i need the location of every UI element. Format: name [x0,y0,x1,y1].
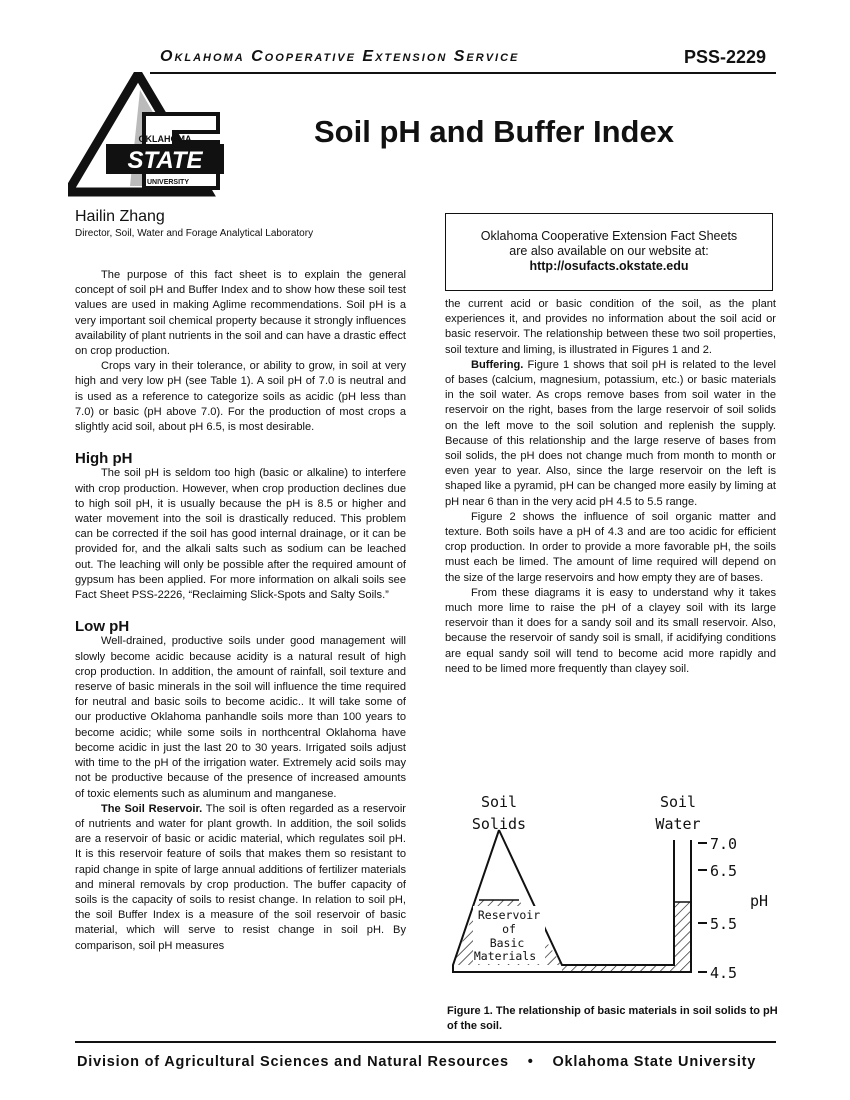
figure-1-caption: Figure 1. The relationship of basic materials in soil solids to pH of the soil. [447,1005,778,1032]
author-name: Hailin Zhang [75,208,165,225]
infobox-line2: are also available on our website at: [509,244,709,258]
reservoir-label-4: Materials [473,949,537,963]
osu-logo [68,72,238,202]
reservoir-label-2: of [502,922,516,936]
infobox-line1: Oklahoma Cooperative Extension Fact Sheets [480,229,738,243]
label-soil-water-1: Soil [659,793,697,811]
heading-low-ph: Low pH [75,618,130,636]
page-title: Soil pH and Buffer Index [314,114,674,149]
label-soil-solids-1: Soil [480,793,518,811]
author-title: Director, Soil, Water and Forage Analytical Laboratory [75,228,314,239]
figure-1-diagram [445,790,785,990]
channel-fill [562,965,674,972]
logo-text-oklahoma: OKLAHOMA [138,134,192,144]
tick-label-5-5: 5.5 [710,915,738,933]
website-infobox [445,213,773,291]
reservoir-label-1: Reservoir [477,908,541,922]
buffering-paragraph [445,358,776,510]
tick-label-6-5: 6.5 [710,862,738,880]
tick-label-4-5: 4.5 [710,964,738,982]
figure2-paragraph: Figure 2 shows the influence of soil organic matter and texture. Both soils have a pH of 4.3 and are too acidic for efficient crop production. In order to provide a more favorable pH, the soils must each be limed. The amount of lime required will depend on the size of the large reservoirs and how empty they are of bases. [445,510,776,584]
tick-label-7-0: 7.0 [710,835,738,853]
fact-sheet-code: PSS-2229 [684,47,767,67]
high-ph-paragraph: The soil pH is seldom too high (basic or alkaline) to interfere with crop production. However, when crop production declines due to high soil pH, it is usually because the pH is 8.5 or higher and water movement into the soil is drastically reduced. This problem can be corrected if the soil has good internal drainage, or it can be provided for, and the alkali salts such as sodium can be leached out. The leaching will only be possible after the required amount of gypsum has been applied. For more information on alkali soils see Fact Sheet PSS-2226, “Reclaiming Slick-Spots and Salty Soils.” [75,467,406,602]
footer-rule [75,1041,776,1043]
footer-division: Division of Agricultural Sciences and Natural Resources [77,1054,509,1070]
buffering-lead: Buffering. [471,358,524,371]
footer [77,1054,777,1070]
low-ph-paragraph: Well-drained, productive soils under good management will slowly become acidic because acidity is a natural result of high crop production. In addition, the amount of rainfall, soil texture and reserve of basic minerals in the soil will influence the time required for neutral and basic soils to become acidic.. It will take some of our productive Oklahoma panhandle soils more than 100 years to become acidic; while some soils in northcentral Oklahoma have become acidic in just the last 20 to 30 years. Irrigated soils adjust with time to the pH of the irrigation water. Extremely acid soils may not be productive because of the presence of increased amounts of toxic elements such as aluminum and manganese. [75,635,406,800]
water-column-fill [674,902,691,972]
crops-paragraph: Crops vary in their tolerance, or ability to grow, in soil at very high and very low pH (see Table 1). A soil pH of 7.0 is neutral and is used as a reference to categorize soils as acidic (pH less than 7.0) or basic (pH above 7.0). For the production of most crops a slightly acid soil, about pH 6.5, is most desirable. [75,360,406,434]
logo-text-state: STATE [127,147,203,174]
intro-paragraph: The purpose of this fact sheet is to explain the general concept of soil pH and Buffer Index and to show how these soil test values are used in making Aglime recommendations. Soil pH is a very important soil chemical property because it strongly influences availability of plant nutrients in the soil and can have a drastic effect on crop production. [75,269,406,358]
buffering-text: Figure 1 shows that soil pH is related to the level of bases (calcium, magnesium, potassium, etc.) or basic materials in the soil water. As crops remove bases from soil water in the reservoir on the right, bases from the large reservoir of soil solids on the left move to the soil solution and replenish the supply. Because of this relationship and the large reserve of bases from soil solids, the pH does not change much from month to month or even year to year. Also, since the large reservoir on the left is shaped like a pyramid, pH can be changed more easily by liming at pH near 6 than in the very acid pH 4.5 to 5.5 range. [445,358,776,508]
soil-reservoir-lead: The Soil Reservoir. [101,802,203,815]
footer-university: Oklahoma State University [552,1054,757,1070]
soil-reservoir-paragraph [75,802,406,954]
infobox-url[interactable]: http://osufacts.okstate.edu [529,259,689,273]
continued-paragraph: the current acid or basic condition of the soil, as the plant experiences it, and provides no information about the soil acid or basic reservoir. The relationship between these two soil properties, soil texture and liming, is illustrated in Figures 1 and 2. [445,298,776,356]
diagrams-paragraph: From these diagrams it is easy to understand why it takes much more lime to raise the pH of a clayey soil with its large reservoir than it does for a sandy soil and its small reservoir. Also, because the reservoir of sandy soil is small, if acidifying conditions are equal sandy soil will tend to become acid more rapidly and need to be limed more frequently than clayey soil. [445,586,776,675]
series-title: Oklahoma Cooperative Extension Service [160,48,520,65]
footer-bullet: • [527,1054,534,1070]
reservoir-label-3: Basic [489,936,525,950]
logo-text-university: UNIVERSITY [146,179,190,186]
label-soil-solids-2: Solids [471,815,527,833]
ph-axis-label: pH [750,892,769,910]
column-left [75,268,406,954]
soil-reservoir-text: The soil is often regarded as a reservoir of nutrients and water for plant growth. In addition, the soil solids are a reservoir of basic or acidic material, which regulates soil pH. It is this reservoir feature of soils that makes them so resistant to rapid change in spite of large annual additions of fertilizer materials and mineral removals by crop production. The buffer capacity of soils is the capacity of soils to resist change. In relation to soil pH, the soil Buffer Index is a measure of the soil reservoir of basic material, which will serve to resist change in soil pH. By comparison, soil pH measures [75,802,406,952]
column-right [445,297,776,677]
header-rule [150,72,776,74]
label-soil-water-2: Water [655,815,701,833]
heading-high-ph: High pH [75,450,133,468]
